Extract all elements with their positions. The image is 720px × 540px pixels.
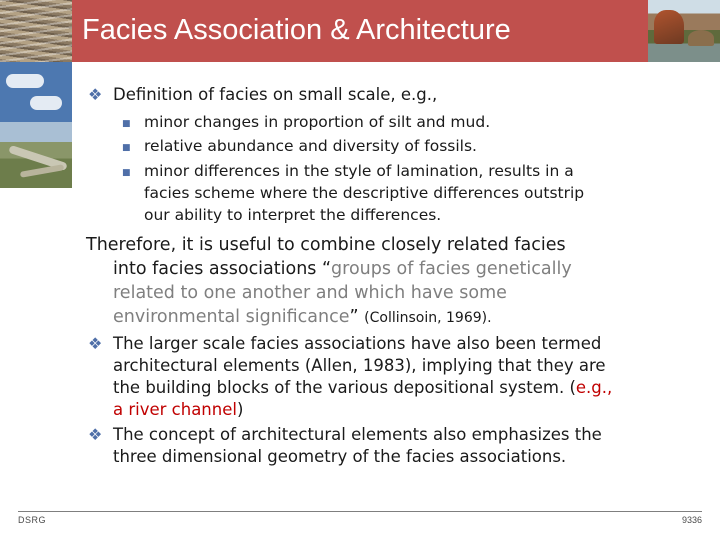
quote-text: groups of facies genetically bbox=[331, 259, 572, 279]
square-bullet-icon: ■ bbox=[122, 168, 131, 178]
quote-text: related to one another and which have some bbox=[113, 283, 507, 303]
citation: (Collinsoin, 1969). bbox=[364, 310, 492, 326]
slide-title: Facies Association & Architecture bbox=[82, 14, 511, 46]
bullet-architecture-line bbox=[113, 400, 243, 420]
bullet-architecture-line: architectural elements (Allen, 1983), implying that they are bbox=[113, 356, 606, 375]
quote-close: ” bbox=[349, 307, 365, 327]
sub-item-continued: facies scheme where the descriptive differences outstrip bbox=[144, 184, 585, 202]
footer-divider bbox=[18, 511, 702, 512]
page-number: 9336 bbox=[681, 515, 702, 525]
diamond-bullet-icon: ❖ bbox=[88, 334, 103, 353]
therefore-text: into facies associations “ bbox=[113, 259, 332, 279]
diamond-bullet-icon: ❖ bbox=[88, 425, 103, 444]
bullet-text: ) bbox=[236, 400, 244, 419]
bullet-concept: The concept of architectural elements also emphasizes the bbox=[113, 425, 602, 444]
diamond-bullet-icon: ❖ bbox=[88, 85, 103, 104]
square-bullet-icon: ■ bbox=[122, 143, 131, 153]
footer-label: DSRG bbox=[18, 515, 47, 525]
quote-text: environmental significance bbox=[113, 307, 350, 327]
bullet-definition: Definition of facies on small scale, e.g., bbox=[113, 85, 438, 104]
therefore-line bbox=[113, 259, 572, 279]
therefore-line bbox=[113, 307, 492, 328]
bullet-architecture-line bbox=[113, 378, 612, 398]
sub-item: relative abundance and diversity of fossils. bbox=[144, 137, 477, 155]
therefore-line: Therefore, it is useful to combine closely related facies bbox=[86, 235, 566, 255]
square-bullet-icon: ■ bbox=[122, 119, 131, 129]
bullet-architecture: The larger scale facies associations have also been termed bbox=[113, 334, 602, 353]
example-text: e.g., bbox=[575, 378, 613, 397]
bullet-concept-line: three dimensional geometry of the facies associations. bbox=[113, 447, 567, 466]
sub-item-continued: our ability to interpret the differences. bbox=[144, 206, 442, 224]
sub-item: minor differences in the style of lamination, results in a bbox=[144, 162, 574, 180]
sub-item: minor changes in proportion of silt and mud. bbox=[144, 113, 491, 131]
bullet-text: the building blocks of the various depositional system. ( bbox=[113, 378, 576, 397]
example-text: a river channel bbox=[113, 400, 237, 419]
